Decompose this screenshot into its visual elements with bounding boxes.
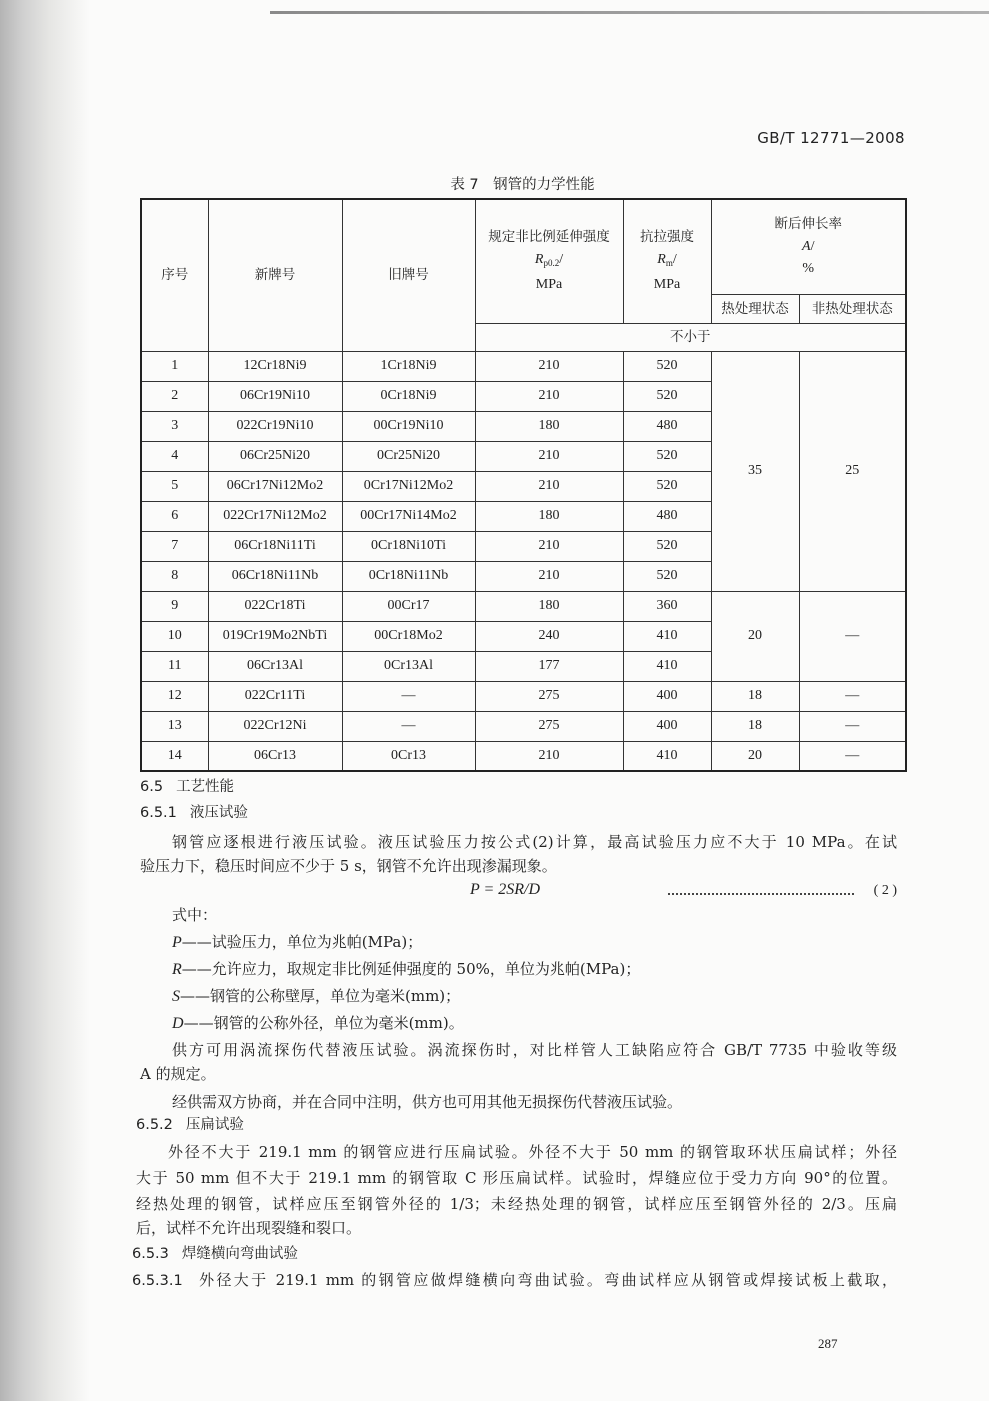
new-grade-cell: 06Cr25Ni20: [208, 441, 342, 471]
new-grade-cell: 06Cr18Ni11Nb: [208, 561, 342, 591]
new-grade-cell: 019Cr19Mo2NbTi: [208, 621, 342, 651]
section-heading-6-5: [140, 777, 234, 797]
table-row: [141, 741, 906, 771]
tensile-strength-cell: 410: [623, 651, 711, 681]
tensile-strength-cell: 410: [623, 741, 711, 771]
tensile-strength-cell: 520: [623, 351, 711, 381]
new-grade-cell: 022Cr12Ni: [208, 711, 342, 741]
proof-strength-cell: 180: [475, 591, 623, 621]
proof-strength-cell: 275: [475, 711, 623, 741]
definition-item: [172, 1013, 464, 1033]
elongation-heat-treated-cell: 35: [711, 351, 799, 591]
new-grade-cell: 06Cr18Ni11Ti: [208, 531, 342, 561]
proof-strength-cell: 210: [475, 531, 623, 561]
row-number-cell: 7: [141, 531, 208, 561]
mechanical-properties-table: [140, 198, 907, 772]
proof-strength-label: 规定非比例延伸强度: [488, 229, 610, 246]
row-number-cell: 9: [141, 591, 208, 621]
elongation-label: 断后伸长率: [774, 216, 842, 233]
row-number-cell: 10: [141, 621, 208, 651]
definition-item: [172, 932, 422, 952]
paragraph-line: 后，试样不允许出现裂缝和裂口。: [136, 1219, 362, 1237]
row-number-cell: 14: [141, 741, 208, 771]
old-grade-cell: 0Cr13: [342, 741, 475, 771]
equation-number: ( 2 ): [873, 883, 897, 898]
symbol-slash: /: [672, 252, 677, 268]
proof-strength-cell: 275: [475, 681, 623, 711]
proof-strength-cell: 240: [475, 621, 623, 651]
row-number-cell: 13: [141, 711, 208, 741]
row-number-cell: 6: [141, 501, 208, 531]
section-number: 6.5.2: [136, 1117, 173, 1133]
section-number: 6.5: [140, 779, 164, 795]
row-number-cell: 5: [141, 471, 208, 501]
section-title: 焊缝横向弯曲试验: [181, 1246, 298, 1262]
section-title: 液压试验: [189, 805, 248, 821]
tensile-strength-cell: 360: [623, 591, 711, 621]
paragraph-line: 经供需双方协商，并在合同中注明，供方也可用其他无损探伤代替液压试验。: [172, 1093, 683, 1111]
definition-symbol: R: [172, 961, 182, 978]
new-grade-cell: 022Cr11Ti: [208, 681, 342, 711]
old-grade-cell: 00Cr17: [342, 591, 475, 621]
standard-number: GB/T 12771—2008: [757, 129, 905, 147]
page-number: 287: [818, 1336, 838, 1351]
old-grade-cell: 0Cr13Al: [342, 651, 475, 681]
col-header-minimum-note: 不小于: [475, 323, 906, 351]
table-body: [141, 351, 906, 771]
table-row: [141, 591, 906, 621]
old-grade-cell: 0Cr17Ni12Mo2: [342, 471, 475, 501]
table-header-row: [141, 199, 906, 294]
row-number-cell: 8: [141, 561, 208, 591]
elongation-non-heat-treated-cell: —: [799, 681, 906, 711]
definition-item: [172, 986, 460, 1006]
section-number: 6.5.3: [132, 1246, 169, 1262]
tensile-strength-cell: 480: [623, 411, 711, 441]
old-grade-cell: 00Cr17Ni14Mo2: [342, 501, 475, 531]
clause-6-5-3-1: [132, 1270, 897, 1290]
tensile-strength-cell: 520: [623, 381, 711, 411]
clause-text: 外径大于 219.1 mm 的钢管应做焊缝横向弯曲试验。弯曲试样应从钢管或焊接试板上截取，: [196, 1271, 897, 1289]
proof-strength-cell: 210: [475, 741, 623, 771]
paragraph-line: 大于 50 mm 但不大于 219.1 mm 的钢管取 C 形压扁试样。试验时，焊缝应位于受力方向 90°的位置。: [136, 1169, 897, 1187]
old-grade-cell: 0Cr18Ni9: [342, 381, 475, 411]
table-row: [141, 351, 906, 381]
proof-strength-cell: 210: [475, 471, 623, 501]
definition-symbol: P: [172, 934, 182, 951]
old-grade-cell: 1Cr18Ni9: [342, 351, 475, 381]
definition-item: [172, 959, 640, 979]
section-title: 工艺性能: [176, 779, 235, 795]
proof-strength-cell: 180: [475, 501, 623, 531]
scan-top-edge: [270, 11, 989, 14]
old-grade-cell: 0Cr18Ni10Ti: [342, 531, 475, 561]
tensile-strength-cell: 520: [623, 471, 711, 501]
symbol-slash: /: [810, 239, 815, 255]
definition-text: ——钢管的公称外径，单位为毫米(mm)。: [183, 1014, 464, 1032]
elongation-non-heat-treated-cell: —: [799, 591, 906, 681]
elongation-heat-treated-cell: 20: [711, 591, 799, 681]
symbol-r: R: [657, 252, 666, 268]
definition-text: ——钢管的公称壁厚，单位为毫米(mm)；: [180, 987, 461, 1005]
tensile-strength-cell: 400: [623, 711, 711, 741]
proof-strength-symbol: [476, 248, 623, 274]
proof-strength-cell: 180: [475, 411, 623, 441]
section-heading-6-5-1: [140, 803, 248, 823]
old-grade-cell: 00Cr19Ni10: [342, 411, 475, 441]
elongation-heat-treated-cell: 18: [711, 711, 799, 741]
definition-text: ——试验压力，单位为兆帕(MPa)；: [181, 933, 423, 951]
paragraph-line: 供方可用涡流探伤代替液压试验。涡流探伤时，对比样管人工缺陷应符合 GB/T 7735 中验收等级: [172, 1041, 897, 1059]
tensile-strength-cell: 520: [623, 441, 711, 471]
col-header-old-grade: 旧牌号: [342, 199, 475, 351]
tensile-strength-cell: 480: [623, 501, 711, 531]
elongation-symbol: [712, 235, 906, 258]
elongation-non-heat-treated-cell: —: [799, 711, 906, 741]
col-header-heat-treated: 热处理状态: [711, 294, 799, 323]
tensile-strength-cell: 520: [623, 561, 711, 591]
tensile-strength-label: 抗拉强度: [640, 229, 694, 246]
col-header-new-grade: 新牌号: [208, 199, 342, 351]
elongation-heat-treated-cell: 20: [711, 741, 799, 771]
symbol-slash: /: [559, 252, 564, 268]
old-grade-cell: —: [342, 711, 475, 741]
symbol-r: R: [534, 252, 544, 268]
new-grade-cell: 06Cr13Al: [208, 651, 342, 681]
row-number-cell: 2: [141, 381, 208, 411]
tensile-strength-symbol: [624, 248, 711, 274]
tensile-strength-unit: MPa: [653, 277, 681, 293]
formula: P = 2SR/D: [470, 881, 541, 898]
proof-strength-cell: 177: [475, 651, 623, 681]
tensile-strength-cell: 410: [623, 621, 711, 651]
paragraph-line: 验压力下，稳压时间应不少于 5 s，钢管不允许出现渗漏现象。: [140, 857, 557, 875]
col-header-tensile-strength: [623, 199, 711, 323]
definition-symbol: D: [172, 1015, 184, 1032]
paragraph-line: 外径不大于 219.1 mm 的钢管应进行压扁试验。外径不大于 50 mm 的钢管取环状压扁试样；外径: [168, 1143, 897, 1161]
new-grade-cell: 022Cr19Ni10: [208, 411, 342, 441]
new-grade-cell: 022Cr18Ti: [208, 591, 342, 621]
table-caption: 表 7 钢管的力学性能: [450, 177, 595, 193]
new-grade-cell: 12Cr18Ni9: [208, 351, 342, 381]
elongation-non-heat-treated-cell: 25: [799, 351, 906, 591]
scan-binding-shadow: [0, 0, 90, 1401]
old-grade-cell: —: [342, 681, 475, 711]
new-grade-cell: 06Cr17Ni12Mo2: [208, 471, 342, 501]
row-number-cell: 12: [141, 681, 208, 711]
col-header-non-heat-treated: 非热处理状态: [799, 294, 906, 323]
tensile-strength-cell: 520: [623, 531, 711, 561]
old-grade-cell: 0Cr18Ni11Nb: [342, 561, 475, 591]
new-grade-cell: 06Cr19Ni10: [208, 381, 342, 411]
symbol-subscript: p0.2: [543, 258, 560, 269]
proof-strength-cell: 210: [475, 441, 623, 471]
elongation-heat-treated-cell: 18: [711, 681, 799, 711]
where-label: 式中：: [172, 906, 218, 924]
section-title: 压扁试验: [185, 1117, 244, 1133]
col-header-no: 序号: [141, 199, 208, 351]
old-grade-cell: 0Cr25Ni20: [342, 441, 475, 471]
section-number: 6.5.1: [140, 805, 177, 821]
section-heading-6-5-3: [132, 1244, 298, 1264]
proof-strength-cell: 210: [475, 561, 623, 591]
formula-leader-dots: [668, 893, 854, 895]
table-row: [141, 711, 906, 741]
elongation-non-heat-treated-cell: —: [799, 741, 906, 771]
tensile-strength-cell: 400: [623, 681, 711, 711]
paragraph-line: 钢管应逐根进行液压试验。液压试验压力按公式(2)计算，最高试验压力应不大于 10 MPa。在试: [172, 833, 897, 851]
col-header-elongation: [711, 199, 906, 294]
new-grade-cell: 06Cr13: [208, 741, 342, 771]
elongation-unit: %: [802, 261, 815, 277]
definition-text: ——允许应力，取规定非比例延伸强度的 50%，单位为兆帕(MPa)；: [181, 960, 641, 978]
paragraph-line: 经热处理的钢管，试样应压至钢管外径的 1/3；未经热处理的钢管，试样应压至钢管外径的 2/3。压扁: [136, 1195, 897, 1213]
symbol-subscript: m: [665, 258, 673, 269]
paragraph-line: A 的规定。: [140, 1065, 216, 1083]
new-grade-cell: 022Cr17Ni12Mo2: [208, 501, 342, 531]
definition-symbol: S: [172, 988, 180, 1005]
proof-strength-cell: 210: [475, 381, 623, 411]
section-heading-6-5-2: [136, 1115, 244, 1135]
clause-number: 6.5.3.1: [132, 1273, 183, 1289]
old-grade-cell: 00Cr18Mo2: [342, 621, 475, 651]
col-header-proof-strength: [475, 199, 623, 323]
row-number-cell: 4: [141, 441, 208, 471]
symbol-a: A: [802, 239, 811, 255]
row-number-cell: 1: [141, 351, 208, 381]
proof-strength-cell: 210: [475, 351, 623, 381]
row-number-cell: 3: [141, 411, 208, 441]
proof-strength-unit: MPa: [535, 277, 563, 293]
row-number-cell: 11: [141, 651, 208, 681]
table-row: [141, 681, 906, 711]
